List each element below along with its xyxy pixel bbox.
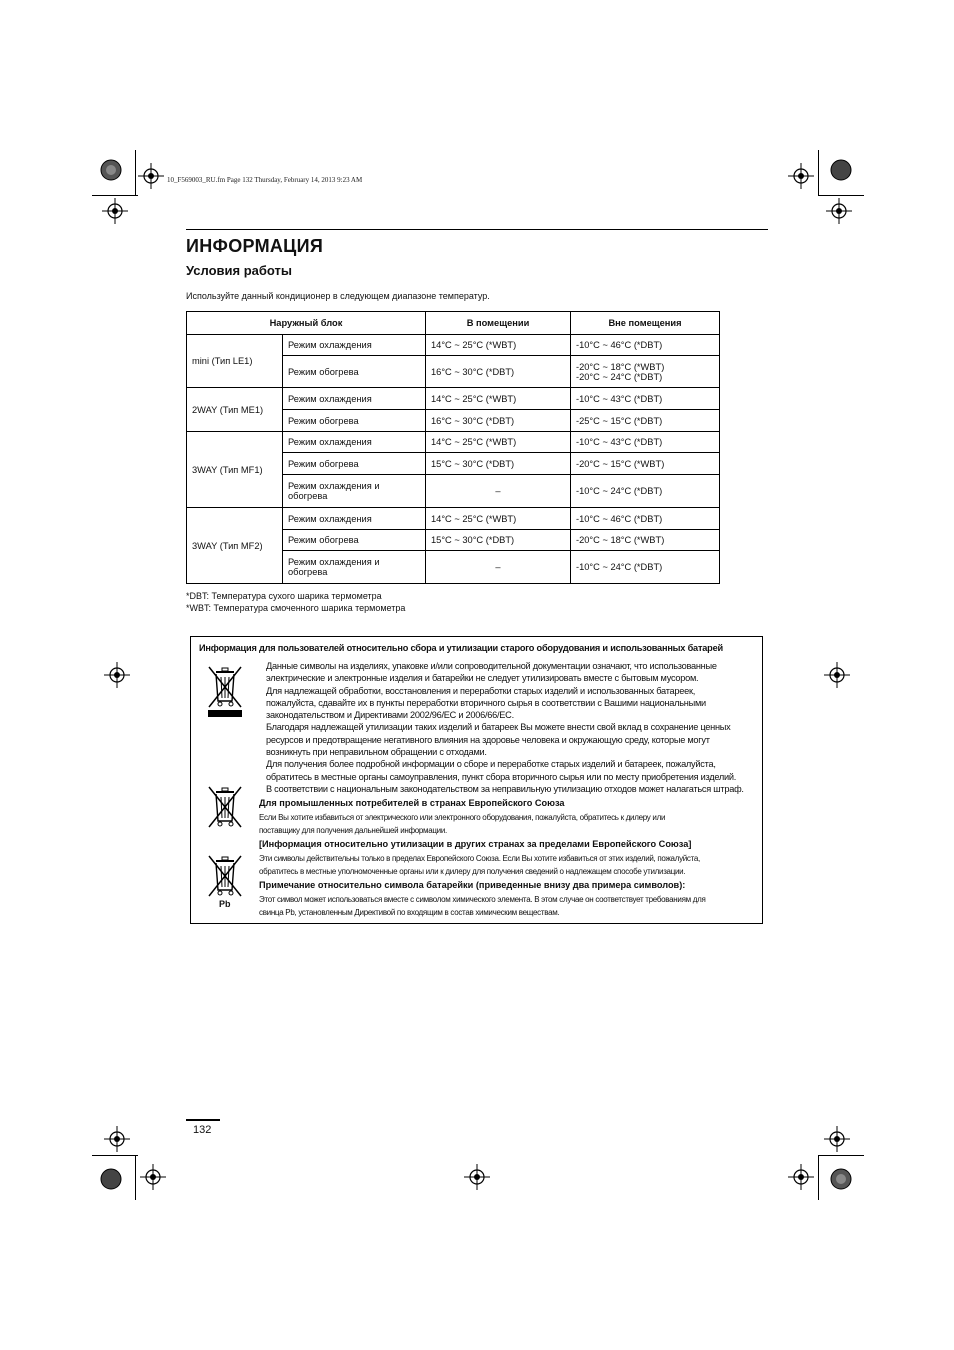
- footnote-wbt: *WBT: Температура смоченного шарика термометра: [186, 603, 406, 613]
- indoor-cell: 14°C ~ 25°C (*WBT): [426, 388, 571, 410]
- indoor-cell: 15°C ~ 30°C (*DBT): [426, 530, 571, 551]
- text-line: поставщику для получения дальнейшей информации.: [259, 826, 447, 835]
- battery-bin-icon: [205, 852, 245, 900]
- indoor-cell: 15°C ~ 30°C (*DBT): [426, 453, 571, 475]
- registration-mark-icon: [104, 1126, 130, 1152]
- unit-cell: mini (Тип LE1): [187, 335, 283, 388]
- indoor-cell: –: [426, 551, 571, 584]
- text-line: В соответствии с национальным законодательством за неправильную утилизацию отходов может налагаться штраф.: [266, 783, 744, 794]
- text-line: Эти символы действительны только в пределах Европейского Союза. Если Вы хотите избавиться от этих изделий, пожалуйста,: [259, 854, 700, 863]
- registration-mark-icon: [104, 662, 130, 688]
- text-line: обратитесь в местные органы самоуправления, пункт сбора вторичного сырья или по месту приобретения изделий.: [266, 771, 737, 782]
- text-line: возникнуть при неправильном обращении с отходами.: [266, 747, 487, 758]
- unit-cell: 3WAY (Тип MF2): [187, 508, 283, 584]
- indoor-cell: 14°C ~ 25°C (*WBT): [426, 432, 571, 453]
- indoor-cell: 14°C ~ 25°C (*WBT): [426, 335, 571, 356]
- page-number: 132: [193, 1124, 212, 1136]
- pb-label: Pb: [219, 899, 231, 909]
- color-disc-icon: [100, 1168, 122, 1190]
- mode-cell: Режим обогрева: [283, 530, 426, 551]
- table-row: [187, 335, 720, 356]
- outdoor-cell: -10°C ~ 24°C (*DBT): [571, 551, 720, 584]
- table-row: [187, 432, 720, 453]
- color-disc-icon: [100, 159, 122, 181]
- outdoor-line: -20°C ~ 24°C (*DBT): [576, 371, 663, 382]
- disposal-heading: Информация для пользователей относительно сбора и утилизации старого оборудования и использованных батарей: [199, 643, 723, 653]
- text-line: Благодаря надлежащей утилизации таких изделий и батареек Вы можете внести свой вклад в сохранение ценных: [266, 722, 731, 733]
- table-row: [187, 508, 720, 530]
- file-info: 10_F569003_RU.fm Page 132 Thursday, February 14, 2013 9:23 AM: [167, 176, 363, 184]
- outdoor-line: -20°C ~ 18°C (*WBT): [576, 361, 665, 372]
- text-line: Этот символ может использоваться вместе с символом химического элемента. В этом случае он соответствует требованиям для: [259, 895, 706, 904]
- outdoor-cell: -10°C ~ 43°C (*DBT): [571, 432, 720, 453]
- indoor-cell: 16°C ~ 30°C (*DBT): [426, 356, 571, 388]
- text-line: ресурсов и предотвращение негативного влияния на здоровье человека и окружающую среду, которые могут: [266, 734, 710, 745]
- indoor-cell: 14°C ~ 25°C (*WBT): [426, 508, 571, 530]
- unit-cell: 2WAY (Тип ME1): [187, 388, 283, 432]
- disposal-info-box: [190, 636, 763, 924]
- page-title: ИНФОРМАЦИЯ: [186, 236, 324, 256]
- outdoor-cell: -10°C ~ 46°C (*DBT): [571, 508, 720, 530]
- registration-mark-icon: [102, 198, 128, 224]
- footnote-dbt: *DBT: Температура сухого шарика термометра: [186, 591, 382, 601]
- registration-mark-icon: [138, 163, 164, 189]
- mode-cell: Режим обогрева: [283, 410, 426, 432]
- color-disc-icon: [830, 159, 852, 181]
- table-row: [187, 388, 720, 410]
- battery-text: [259, 893, 759, 919]
- text-line: Для получения более подробной информации о сборе и переработке старых изделий и батареек, пожалуйста,: [266, 759, 716, 770]
- mode-line: Режим охлаждения и: [288, 557, 380, 567]
- registration-mark-icon: [826, 198, 852, 224]
- eu-business-text: [259, 811, 759, 837]
- mode-cell: [283, 475, 426, 508]
- mode-cell: Режим охлаждения: [283, 388, 426, 410]
- battery-heading: Примечание относительно символа батарейки (приведенные внизу два примера символов):: [259, 880, 686, 890]
- mode-line: обогрева: [288, 491, 328, 501]
- mode-cell: Режим охлаждения: [283, 335, 426, 356]
- section-title: Условия работы: [186, 263, 292, 278]
- column-header-outdoor: Вне помещения: [571, 312, 720, 335]
- outdoor-cell: -10°C ~ 24°C (*DBT): [571, 475, 720, 508]
- registration-mark-icon: [140, 1164, 166, 1190]
- text-line: законодательством и Директивами 2002/96/EC и 2006/66/EC.: [266, 710, 514, 721]
- column-header-indoor: В помещении: [426, 312, 571, 335]
- outdoor-cell: -10°C ~ 46°C (*DBT): [571, 335, 720, 356]
- operating-conditions-table: [186, 311, 720, 584]
- text-line: Для надлежащей обработки, восстановления и переработки старых изделий и использованных батареек,: [266, 685, 696, 696]
- indoor-cell: –: [426, 475, 571, 508]
- mode-cell: [283, 551, 426, 584]
- crossed-bin-icon: [205, 663, 245, 719]
- text-line: пожалуйста, сдавайте их в пункты переработки вторичного сырья в соответствии с Вашими национальными: [266, 697, 706, 708]
- color-disc-icon: [830, 1168, 852, 1190]
- mode-cell: Режим охлаждения: [283, 432, 426, 453]
- intro-text: Используйте данный кондиционер в следующем диапазоне температур.: [186, 291, 490, 301]
- indoor-cell: 16°C ~ 30°C (*DBT): [426, 410, 571, 432]
- outdoor-cell: -10°C ~ 43°C (*DBT): [571, 388, 720, 410]
- text-line: Если Вы хотите избавиться от электрического или электронного оборудования, пожалуйста, обратитесь к дилеру или: [259, 813, 666, 822]
- mode-line: Режим охлаждения и: [288, 481, 380, 491]
- outside-eu-heading: [Информация относительно утилизации в других странах за пределами Европейского Союза]: [259, 839, 692, 849]
- mode-line: обогрева: [288, 567, 328, 577]
- disposal-main-text: [266, 660, 762, 795]
- crossed-bin-icon: [205, 783, 245, 831]
- mode-cell: Режим обогрева: [283, 356, 426, 388]
- mode-cell: Режим охлаждения: [283, 508, 426, 530]
- header-rule: [186, 229, 768, 230]
- text-line: свинца Pb, установленным Директивой по входящим в состав химическим веществам.: [259, 908, 560, 917]
- outdoor-cell: -25°C ~ 15°C (*DBT): [571, 410, 720, 432]
- outside-eu-text: [259, 852, 759, 878]
- outdoor-cell: -20°C ~ 18°C (*WBT): [571, 530, 720, 551]
- text-line: электрические и электронные изделия и батарейки не следует утилизировать вместе с бытовым мусором.: [266, 673, 699, 684]
- registration-mark-icon: [788, 1164, 814, 1190]
- eu-business-heading: Для промышленных потребителей в странах Европейского Союза: [259, 798, 565, 808]
- outdoor-cell: [571, 356, 720, 388]
- footer-rule: [186, 1119, 220, 1121]
- table-header-row: [187, 312, 720, 335]
- registration-mark-icon: [824, 662, 850, 688]
- unit-cell: 3WAY (Тип MF1): [187, 432, 283, 508]
- text-line: обратитесь в местные уполномоченные органы или к дилеру для получения сведений о надлежащем способе утилизации.: [259, 867, 686, 876]
- outdoor-cell: -20°C ~ 15°C (*WBT): [571, 453, 720, 475]
- mode-cell: Режим обогрева: [283, 453, 426, 475]
- registration-mark-icon: [788, 163, 814, 189]
- registration-mark-icon: [464, 1164, 490, 1190]
- text-line: Данные символы на изделиях, упаковке и/или сопроводительной документации означают, что использованные: [266, 661, 717, 671]
- column-header-outdoor-unit: Наружный блок: [187, 312, 426, 335]
- registration-mark-icon: [824, 1126, 850, 1152]
